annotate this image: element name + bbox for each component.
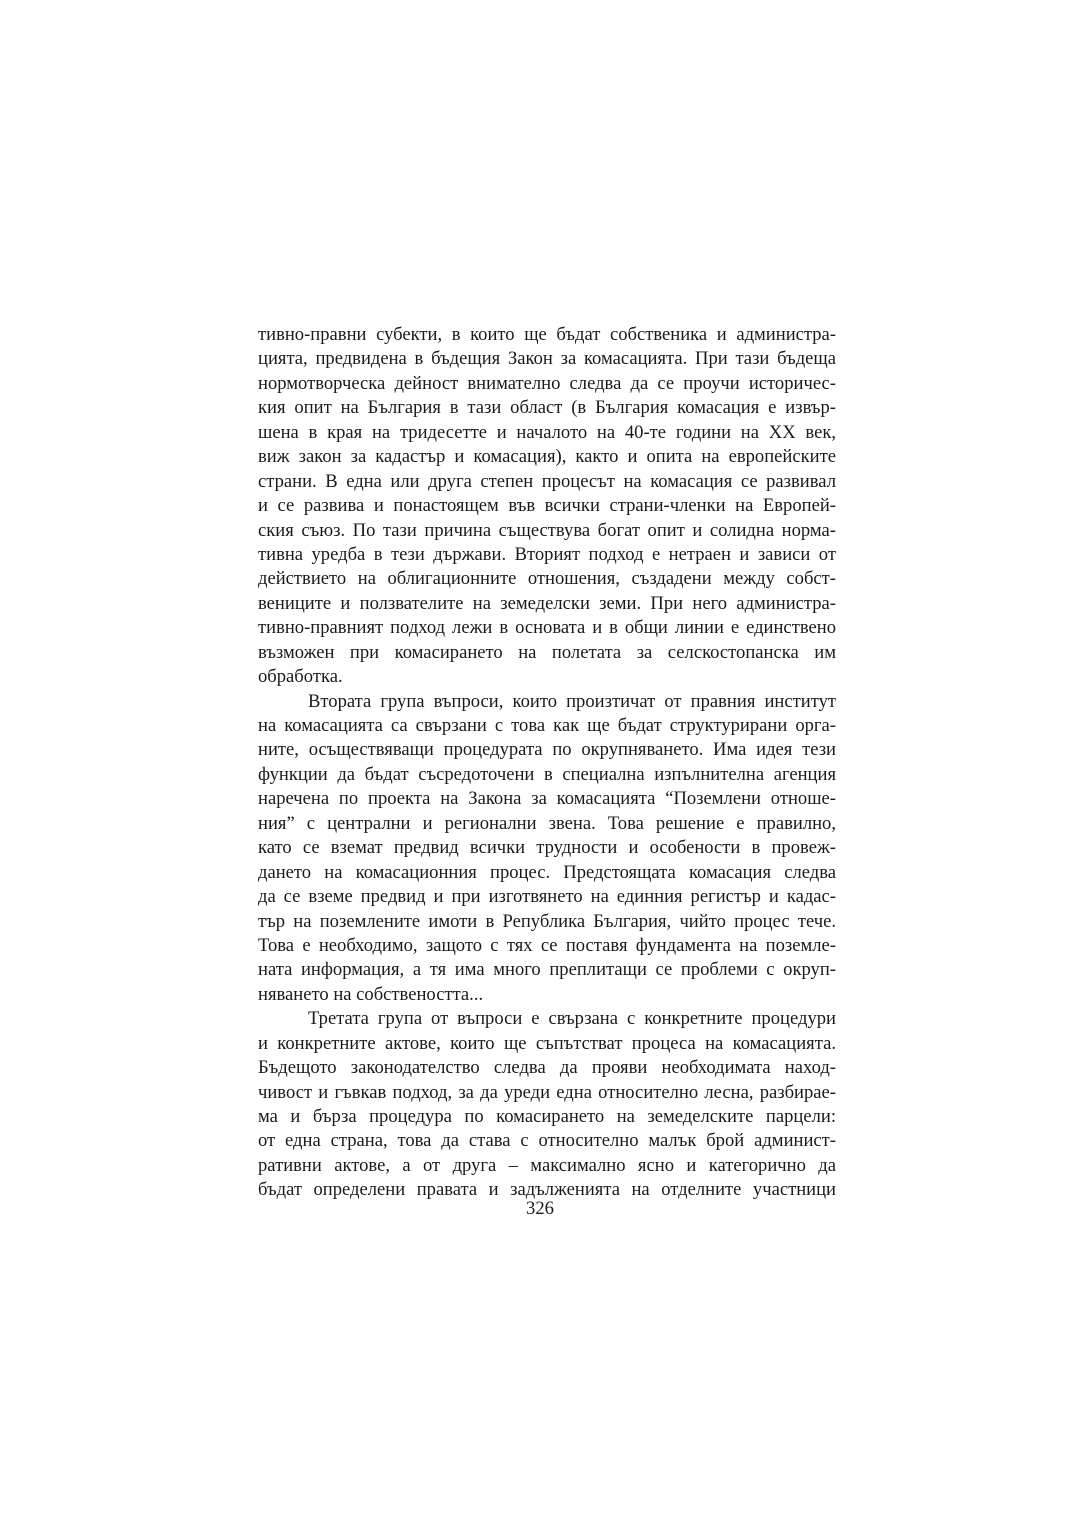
- text-line: тивно-правни субекти, в които ще бъдат собственика и администра-: [258, 324, 836, 345]
- text-line: наречена по проекта на Закона за комасацията “Поземлени отноше-: [258, 788, 836, 810]
- text-line: обработка.: [258, 666, 343, 688]
- text-line: ративни актове, а от друга – максимално ясно и категорично да: [258, 1154, 836, 1176]
- text-line: Третата група от въпроси е свързана с конкретните процедури: [308, 1008, 836, 1030]
- text-line: чивост и гъвкав подход, за да уреди една относително лесна, разбирае-: [258, 1081, 836, 1103]
- text-line: действието на облигационните отношения, създадени между собст-: [258, 568, 836, 590]
- text-line: на комасацията са свързани с това как ще бъдат структурирани орга-: [258, 715, 836, 736]
- text-line: Бъдещото законодателство следва да прояви необходимата наход-: [258, 1057, 836, 1079]
- text-line: шена в края на тридесетте и началото на 40-те години на XX век,: [258, 421, 836, 443]
- text-line: кия опит на България в тази област (в България комасация е извър-: [258, 397, 836, 419]
- text-line: от една страна, това да става с относително малък брой админист-: [258, 1130, 836, 1152]
- text-line: няването на собствеността...: [258, 983, 484, 1005]
- text-line: дането на комасационния процес. Предстоящата комасация следва: [258, 861, 836, 883]
- text-line: бъдат определени правата и задълженията на отделните участници: [258, 1179, 836, 1201]
- text-line: да се вземе предвид и при изготвянето на единния регистър и кадас-: [258, 886, 836, 908]
- text-line: ма и бърза процедура по комасирането на земеделските парцели:: [258, 1106, 836, 1127]
- text-line: като се вземат предвид всички трудности и особености в провеж-: [258, 837, 836, 859]
- page-body-text: [258, 323, 836, 1203]
- text-line: и конкретните актове, които ще съпътстват процеса на комасацията.: [258, 1032, 836, 1054]
- paragraph-1: [258, 323, 836, 690]
- text-line: виж закон за кадастър и комасация), както и опита на европейските: [258, 446, 836, 468]
- text-line: Втората група въпроси, които произтичат от правния институт: [308, 690, 836, 712]
- text-line: и се развива и понастоящем във всички страни-членки на Европей-: [258, 495, 836, 517]
- text-line: тивно-правният подход лежи в основата и в общи линии е единствено: [258, 617, 836, 639]
- text-line: страни. В една или друга степен процесът на комасация се развивал: [258, 470, 836, 492]
- paragraph-2: [258, 690, 836, 1008]
- text-line: ната информация, а тя има много преплитащи се проблеми с окруп-: [258, 959, 836, 981]
- page-number: 326: [526, 1198, 554, 1219]
- text-line: ния” с централни и регионални звена. Това решение е правилно,: [258, 812, 836, 834]
- text-line: тивна уредба в тези държави. Вторият подход е нетраен и зависи от: [258, 543, 836, 565]
- text-line: тър на поземлените имоти в Република България, чийто процес тече.: [258, 910, 836, 932]
- text-line: възможен при комасирането на полетата за селскостопанска им: [258, 641, 836, 663]
- text-line: ните, осъществяващи процедурата по окрупняването. Има идея тези: [258, 739, 836, 761]
- text-line: нормотворческа дейност внимателно следва да се проучи историчес-: [258, 372, 836, 394]
- text-line: Това е необходимо, защото с тях се поставя фундамента на поземле-: [258, 934, 836, 956]
- text-line: ския съюз. По тази причина съществува богат опит и солидна норма-: [258, 519, 836, 541]
- text-line: функции да бъдат съсредоточени в специална изпълнителна агенция: [258, 763, 836, 785]
- paragraph-3: [258, 1007, 836, 1203]
- text-line: вениците и ползвателите на земеделски земи. При него администра-: [258, 592, 836, 614]
- text-line: цията, предвидена в бъдещия Закон за комасацията. При тази бъдеща: [258, 348, 836, 370]
